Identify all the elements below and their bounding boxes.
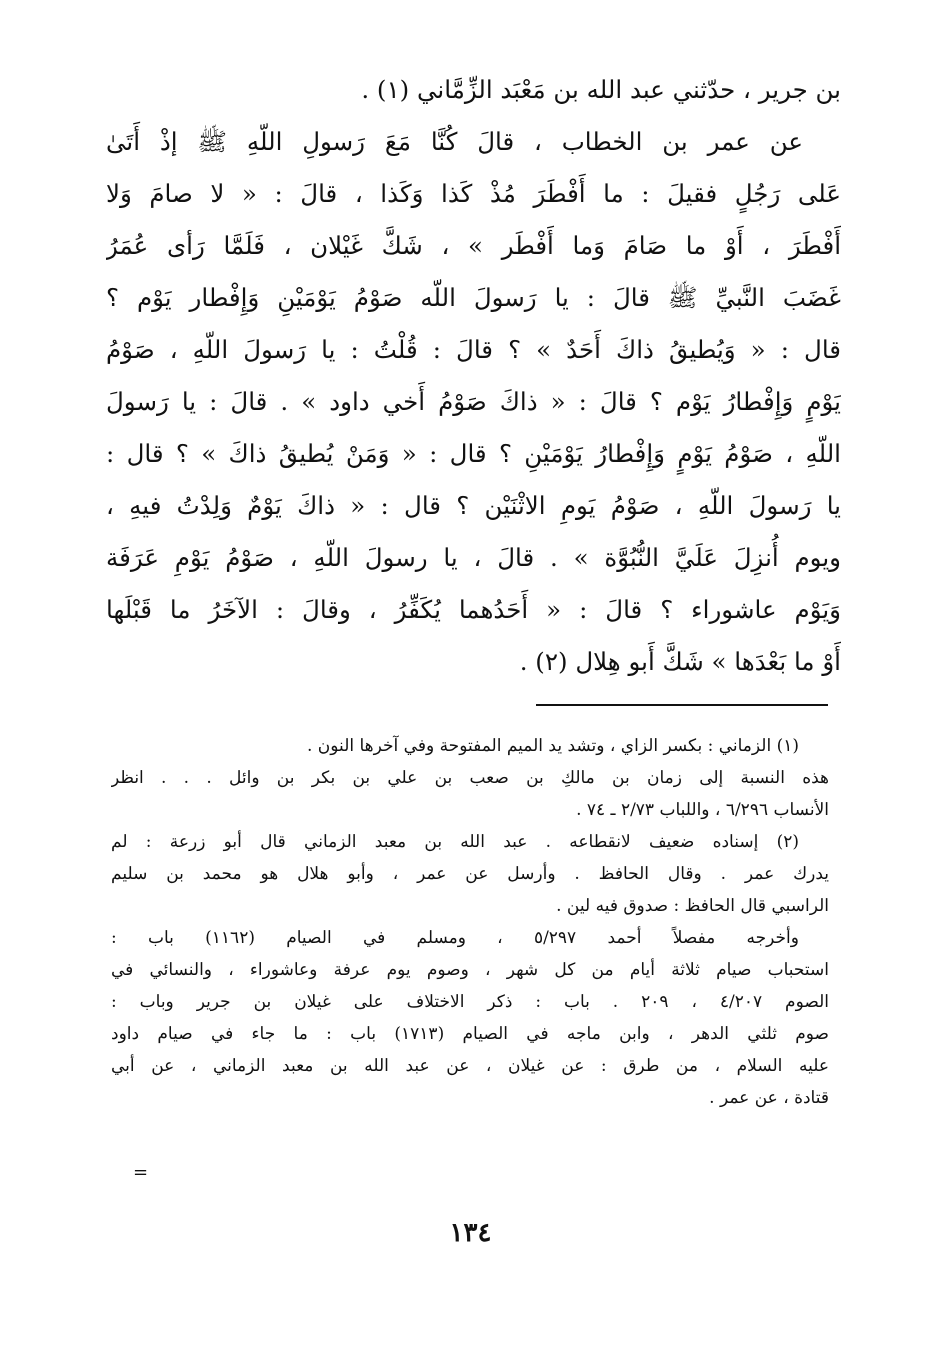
main-line: غَضَبَ النَّبيِّ ﷺ قالَ : يا رَسولَ اللّه صَوْمُ يَوْمَيْنِ وَإِفْطار يَوْم ؟	[106, 283, 841, 312]
continuation-mark: =	[133, 1162, 149, 1183]
footnote-line: صوم ثلثي الدهر ، وابن ماجه في الصيام (١٧١٣) باب : ما جاء في صيام داود	[111, 1024, 829, 1044]
footnote-line: استحباب صيام ثلاثة أيام من كل شهر ، وصوم يوم عرفة وعاشوراء ، والنسائي في	[111, 960, 829, 980]
main-line: أَوْ ما بَعْدَها » شَكَّ أَبو هِلال (٢) .	[519, 647, 841, 676]
footnote-separator	[536, 704, 828, 706]
footnote-line: الأنساب ٦/٢٩٦ ، واللباب ٢/٧٣ ـ ٧٤ .	[576, 800, 829, 820]
footnote-line: وأخرجه مفصلاً أحمد ٥/٢٩٧ ، ومسلم في الصيام (١١٦٢) باب :	[111, 928, 799, 948]
main-line: عن عمر بن الخطاب ، قالَ كُنَّا مَعَ رَسولِ اللّهِ ﷺ إذْ أَتَىٰ	[106, 127, 803, 156]
footnote-line: قتادة ، عن عمر .	[709, 1088, 829, 1108]
main-text	[106, 64, 841, 688]
main-line: بن جرير ، حدّثني عبد الله بن مَعْبَد الزِّمَّاني (١) .	[361, 75, 841, 104]
footnote-line: هذه النسبة إلى زمان بن مالكِ بن صعب بن علي بن بكر بن وائل . . . انظر	[111, 768, 829, 788]
footnote-line: يدرك عمر . وقال الحافظ . وأرسل عن عمر ، وأبو هلال هو محمد بن سليم	[111, 864, 829, 884]
main-line: قال : « وَيُطيقُ ذاكَ أَحَدٌ » ؟ قالَ : قُلْتُ : يا رَسولَ اللّهِ ، صَوْمُ	[106, 335, 841, 364]
main-line: ويوم أُنزِلَ عَلَيَّ النُّبُوَّة » . قالَ ، يا رسولَ اللّهِ ، صَوْمُ يَوْمِ عَرَفَة	[106, 543, 841, 572]
footnote-line: الصوم ٤/٢٠٧ ، ٢٠٩ . باب : ذكر الاختلاف على غيلان بن جرير وباب :	[111, 992, 829, 1012]
footnote-line: (٢) إسناده ضعيف لانقطاعه . عبد الله بن معبد الزماني قال أبو زرعة : لم	[111, 832, 799, 852]
footnote-line: الراسبي قال الحافظ : صدوق فيه لين .	[556, 896, 829, 916]
footnotes	[111, 730, 829, 1114]
main-line: عَلى رَجُلٍ فقيلَ : ما أَفْطَرَ مُذْ كَذا وَكَذا ، قالَ : « لا صامَ وَلا	[106, 179, 841, 208]
main-line: اللّهِ ، صَوْمُ يَوْمٍ وَإِفْطارُ يَوْمَيْنِ ؟ قال : « وَمَنْ يُطيقُ ذاكَ » ؟ قال :	[106, 439, 841, 468]
main-line: يا رَسولَ اللّهِ ، صَوْمُ يَومِ الاثْنَيْن ؟ قال : « ذاكَ يَوْمٌ وَلِدْتُ فيهِ ،	[106, 491, 841, 520]
main-line: يَوْمٍ وَإِفْطارُ يَوْم ؟ قالَ : « ذاكَ صَوْمُ أَخي داود » . قالَ : يا رَسولَ	[106, 387, 841, 416]
page-number: ١٣٤	[449, 1218, 492, 1248]
footnote-line: عليه السلام ، من طرق : عن غيلان ، عن عبد الله بن معبد الزماني ، عن أبي	[111, 1056, 829, 1076]
footnote-line: (١) الزماني : بكسر الزاي ، وتشد يد الميم المفتوحة وفي آخرها النون .	[306, 736, 799, 756]
main-line: وَيَوْم عاشوراء ؟ قالَ : « أَحَدُهما يُكَفِّرُ ، وقالَ : الآخَرُ ما قَبْلَها	[106, 595, 841, 624]
main-line: أَفْطَرَ ، أَوْ ما صَامَ وَما أَفْطَر » ، شَكَّ غَيْلان ، فَلَمَّا رَأى عُمَرُ	[106, 231, 841, 260]
